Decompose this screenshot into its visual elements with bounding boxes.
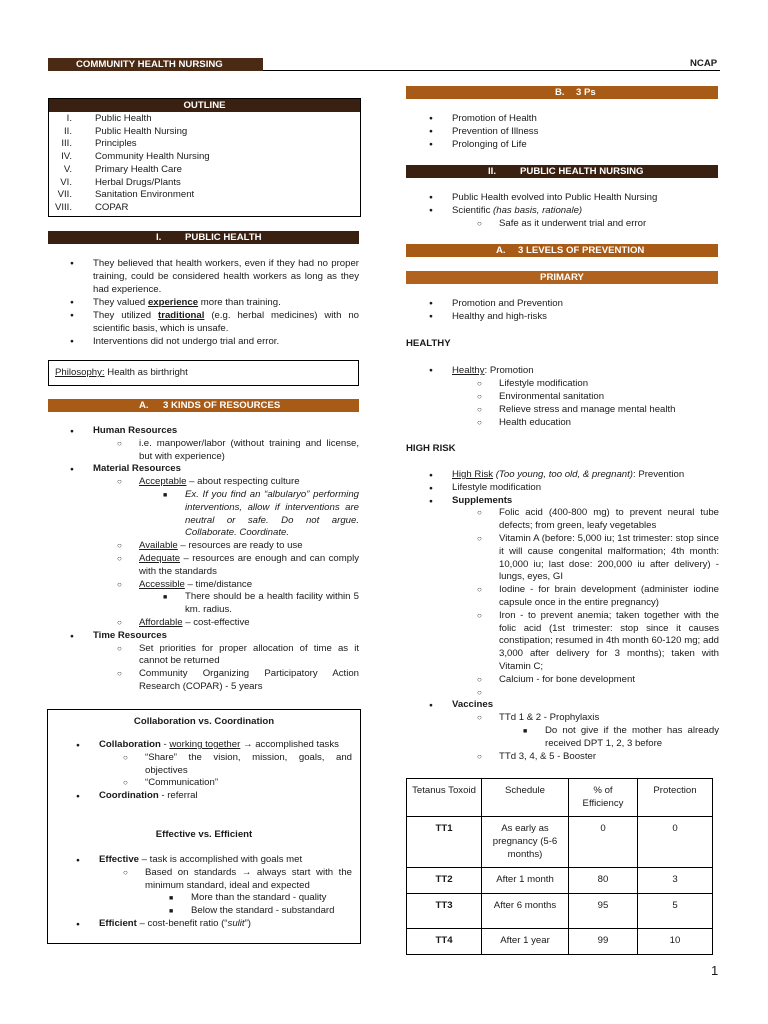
list-item-text: Promotion and Prevention	[452, 298, 563, 309]
outline-item[interactable]	[49, 177, 360, 190]
outline-num: VII.	[57, 189, 72, 201]
list-item	[452, 125, 718, 138]
tetanus-toxoid-table	[406, 778, 713, 955]
text: – cost-effective	[182, 616, 250, 628]
emphasis: traditional	[158, 310, 205, 321]
table-cell: 3	[638, 868, 713, 894]
list-item	[452, 469, 719, 482]
three-ps-bar	[406, 86, 718, 99]
list-item	[499, 377, 718, 390]
term: Coordination	[99, 790, 159, 802]
philosophy-text: Health as birthright	[104, 367, 188, 378]
healthy-heading: HEALTHY	[406, 338, 451, 349]
list-item-text: Folic acid (400-800 mg) to prevent neural tube defects; from green, leafy vegetables	[499, 507, 719, 532]
resources-content	[93, 425, 359, 694]
term: Available	[139, 540, 178, 552]
philosophy-box	[48, 360, 359, 386]
table-cell: TT2	[407, 868, 482, 894]
list-item-text: Ex. If you find an “albularyo” performing interventions, allow if interventions are neutral or safe. Do not argue. Collaborate. Coordinate.	[185, 488, 359, 539]
table-cell: 0	[569, 817, 638, 868]
text: -	[160, 739, 170, 750]
table-cell: 99	[569, 928, 638, 954]
list-item	[93, 630, 359, 694]
list-item	[139, 553, 359, 579]
list-item-text: Promotion of Health	[452, 113, 537, 124]
text: – resources are ready to use	[177, 540, 303, 552]
list-item	[452, 495, 719, 700]
list-item-text: Material Resources	[93, 463, 181, 475]
list-item-text: Interventions did not undergo trial and error.	[93, 336, 280, 347]
table-cell: 5	[638, 893, 713, 928]
section-num: A.	[139, 400, 149, 411]
list-item	[452, 204, 718, 230]
list-item	[139, 643, 359, 669]
list-item-text: Human Resources	[93, 425, 178, 436]
list-item-text: Set priorities for proper allocation of time as it cannot be returned	[139, 642, 359, 667]
text: – resources are enough and can comply with the standards	[139, 552, 359, 577]
list-item-text: They believed that health workers, even if they had no proper training, could be considered health workers as long as they had experience.	[93, 258, 359, 295]
outline-num: VI.	[60, 176, 72, 188]
list-item	[99, 918, 352, 931]
list-item	[452, 482, 719, 495]
list-item	[452, 310, 718, 323]
outline-item[interactable]	[49, 164, 360, 177]
list-item	[499, 712, 719, 750]
emphasis: (has basis, rationale)	[490, 205, 583, 216]
list-item	[545, 725, 719, 751]
outline-label: Principles	[95, 138, 137, 150]
healthy-list	[452, 364, 718, 429]
outline-num: I.	[66, 113, 72, 124]
term: Adequate	[139, 552, 181, 564]
column-header: Protection	[638, 779, 713, 817]
list-item	[99, 739, 352, 790]
table-row	[407, 893, 713, 928]
table-cell: As early as pregnancy (5-6 months)	[482, 817, 569, 868]
list-item	[93, 335, 359, 348]
public-health-list	[93, 257, 359, 348]
list-item-empty	[499, 687, 719, 700]
outline-num: IV.	[61, 151, 72, 163]
high-risk-heading: HIGH RISK	[406, 443, 456, 454]
outline-item[interactable]	[49, 189, 360, 202]
table-row	[407, 928, 713, 954]
list-item	[452, 191, 718, 204]
list-item	[93, 309, 359, 335]
outline-label: Public Health	[95, 113, 152, 124]
section-title: 3 KINDS OF RESOURCES	[163, 400, 281, 411]
list-item-text: Vitamin A (before: 5,000 iu; 1st trimester: stop since it will cause congenital malformation; 4th month: 10,000 iu; last dose: 200,000 iu after delivery) - lungs, eyes, GI	[499, 532, 719, 583]
list-item-text: “Communication”	[145, 777, 219, 789]
text: They utilized	[93, 310, 159, 321]
text: – about respecting culture	[186, 476, 300, 488]
list-item	[499, 674, 719, 687]
list-item-text: Lifestyle modification	[499, 378, 589, 389]
list-item	[99, 854, 352, 918]
emphasis: experience	[147, 297, 199, 308]
list-item	[99, 790, 352, 803]
table-cell: TT3	[407, 893, 482, 928]
list-item	[452, 699, 719, 763]
list-item	[452, 138, 718, 151]
three-ps-list	[452, 112, 718, 151]
list-item-text: There should be a health facility within 5 km. radius.	[185, 591, 359, 616]
text: → accomplished tasks	[240, 739, 339, 750]
list-item-text: Supplements	[452, 494, 513, 506]
list-item	[145, 752, 352, 778]
header-rule	[263, 70, 720, 71]
philosophy-label: Philosophy:	[55, 367, 105, 378]
header-title-bar	[48, 58, 263, 71]
text: – time/distance	[184, 578, 253, 590]
list-item	[499, 217, 718, 230]
list-item	[452, 297, 718, 310]
outline-label: Public Health Nursing	[95, 125, 188, 137]
list-item	[499, 416, 718, 429]
list-item-text: Lifestyle modification	[452, 481, 542, 493]
list-item	[93, 425, 359, 463]
list-item-text: Community Organizing Participatory Action Research (COPAR) - 5 years	[139, 668, 359, 692]
table-cell: 10	[638, 928, 713, 954]
list-item	[139, 617, 359, 630]
list-item	[139, 579, 359, 617]
outline-label: Primary Health Care	[95, 163, 182, 175]
table-cell: After 1 month	[482, 868, 569, 894]
term: Acceptable	[139, 476, 187, 488]
text: Scientific	[452, 205, 491, 216]
header-left-title: COMMUNITY HEALTH NURSING	[76, 59, 223, 70]
list-item	[93, 463, 359, 629]
list-item-text: TTd 1 & 2 - Prophylaxis	[499, 712, 600, 724]
list-item-text: “Share” the vision, mission, goals, and objectives	[145, 751, 352, 776]
primary-bar	[406, 271, 718, 284]
effective-list	[99, 854, 352, 931]
list-item	[139, 438, 359, 464]
section-title: PUBLIC HEALTH	[185, 232, 262, 243]
list-item-text: Prevention of Illness	[452, 126, 539, 137]
collab-list	[99, 739, 352, 803]
list-item-text: i.e. manpower/labor (without training and license, but with experience)	[139, 437, 359, 462]
list-item	[145, 867, 352, 918]
list-item	[499, 533, 719, 584]
section-num: A.	[496, 245, 506, 256]
text: (e.g. herbal medicines) with no scientific basis, which is unsafe.	[93, 310, 360, 334]
collaboration-box	[47, 709, 361, 944]
list-item	[499, 751, 719, 764]
outline-label: Community Health Nursing	[95, 151, 210, 163]
list-item-text: Health education	[499, 417, 572, 428]
section-num: B.	[555, 87, 565, 98]
primary-list	[452, 297, 718, 323]
list-item	[499, 390, 718, 403]
list-item	[185, 489, 359, 540]
table-cell: After 6 months	[482, 893, 569, 928]
list-item-text: Safe as it underwent trial and error	[499, 218, 647, 229]
list-item	[93, 257, 359, 296]
table-cell: After 1 year	[482, 928, 569, 954]
emphasis: sulit	[227, 917, 245, 929]
text: They valued	[93, 297, 148, 308]
list-item-text: Environmental sanitation	[499, 391, 605, 402]
emphasis: (Too young, too old, & pregnant)	[493, 469, 633, 480]
phn-bar	[406, 165, 718, 178]
term: Affordable	[139, 616, 183, 628]
list-item	[139, 668, 359, 694]
outline-num: II.	[64, 125, 72, 137]
list-item	[452, 112, 718, 125]
list-item	[499, 507, 719, 533]
list-item	[499, 403, 718, 416]
term: Accessible	[139, 578, 185, 590]
text: : Promotion	[484, 365, 534, 376]
table-cell: 95	[569, 893, 638, 928]
list-item	[145, 777, 352, 790]
text: – cost-benefit ratio (“	[136, 917, 228, 929]
text: : Prevention	[632, 469, 685, 480]
high-risk-list	[452, 469, 719, 763]
outline-item[interactable]	[49, 151, 360, 164]
table-row	[407, 817, 713, 868]
list-item-text: Public Health evolved into Public Health Nursing	[452, 192, 658, 203]
phn-list	[452, 191, 718, 230]
table-cell: TT1	[407, 817, 482, 868]
outline-num: III.	[61, 138, 72, 150]
list-item	[139, 476, 359, 540]
column-header: Tetanus Toxoid	[407, 779, 482, 817]
section-title: 3 LEVELS OF PREVENTION	[518, 245, 645, 256]
outline-title: OUTLINE	[183, 100, 226, 111]
table-row	[407, 868, 713, 894]
header-right-title: NCAP	[690, 58, 718, 69]
list-item-text: TTd 3, 4, & 5 - Booster	[499, 750, 597, 762]
text: more than training.	[198, 297, 281, 308]
list-item	[185, 591, 359, 617]
list-item-text: Healthy and high-risks	[452, 311, 547, 322]
text: – task is accomplished with goals met	[139, 854, 303, 865]
collab-title: Collaboration vs. Coordination	[133, 716, 275, 727]
section-num: I.	[156, 232, 162, 243]
list-item-text: Relieve stress and manage mental health	[499, 404, 676, 415]
list-item-text: Prolonging of Life	[452, 139, 527, 150]
outline-item[interactable]	[49, 202, 360, 215]
outline-label: Sanitation Environment	[95, 189, 195, 201]
list-item	[191, 892, 352, 905]
column-header: % of Efficiency	[569, 779, 638, 817]
table-cell: 80	[569, 868, 638, 894]
term: Effective	[99, 854, 139, 865]
table-header-row	[407, 779, 713, 817]
outline-num: V.	[63, 163, 72, 175]
list-item	[139, 540, 359, 553]
list-item	[191, 905, 352, 918]
outline-title-bar	[49, 99, 360, 112]
table-cell: TT4	[407, 928, 482, 954]
list-item	[499, 610, 719, 674]
list-item	[452, 364, 718, 429]
list-item-text: Iron - to prevent anemia; taken together with the folic acid (1st trimester: stop since it causes constipation; resumed in 4th month 60-120 mg; add 3,000 after delivery for 3 months); taken with Vitamin C;	[499, 609, 719, 672]
resources-bar	[48, 399, 359, 412]
outline-box	[48, 98, 361, 217]
term: Healthy	[452, 365, 485, 376]
text: ”)	[244, 917, 251, 929]
term: High Risk	[452, 469, 494, 480]
list-item-text: Iodine - for brain development (administer iodine capsule once in the entire pregnancy)	[499, 584, 719, 608]
primary-title: PRIMARY	[540, 272, 584, 283]
term: Collaboration	[99, 739, 161, 750]
term: Efficient	[99, 917, 137, 929]
list-item-text: Calcium - for bone development	[499, 673, 635, 685]
list-item-text: Time Resources	[93, 629, 167, 641]
outline-num: VIII.	[54, 201, 72, 213]
outline-item[interactable]	[49, 138, 360, 151]
section-title: PUBLIC HEALTH NURSING	[520, 166, 644, 177]
outline-item[interactable]	[49, 113, 360, 126]
list-item-text: Do not give if the mother has already received DPT 1, 2, 3 before	[545, 724, 719, 749]
effective-title: Effective vs. Efficient	[155, 829, 253, 840]
table-cell: 0	[638, 817, 713, 868]
list-item-text: Vaccines	[452, 699, 494, 711]
outline-item[interactable]	[49, 126, 360, 139]
outline-label: COPAR	[95, 201, 129, 213]
text: - referral	[158, 790, 198, 802]
section-num: II.	[488, 166, 496, 177]
list-item-text: Below the standard - substandard	[191, 905, 335, 917]
column-header: Schedule	[482, 779, 569, 817]
section-title: 3 Ps	[576, 87, 596, 98]
outline-label: Herbal Drugs/Plants	[95, 176, 181, 188]
public-health-bar	[48, 231, 359, 244]
prevention-bar	[406, 244, 718, 257]
emphasis: working together	[169, 739, 241, 750]
list-item	[93, 296, 359, 309]
list-item-text: More than the standard - quality	[191, 892, 327, 904]
page-number: 1	[711, 963, 719, 978]
list-item	[499, 584, 719, 610]
list-item-text: Based on standards → always start with the minimum standard, ideal and expected	[145, 866, 352, 891]
